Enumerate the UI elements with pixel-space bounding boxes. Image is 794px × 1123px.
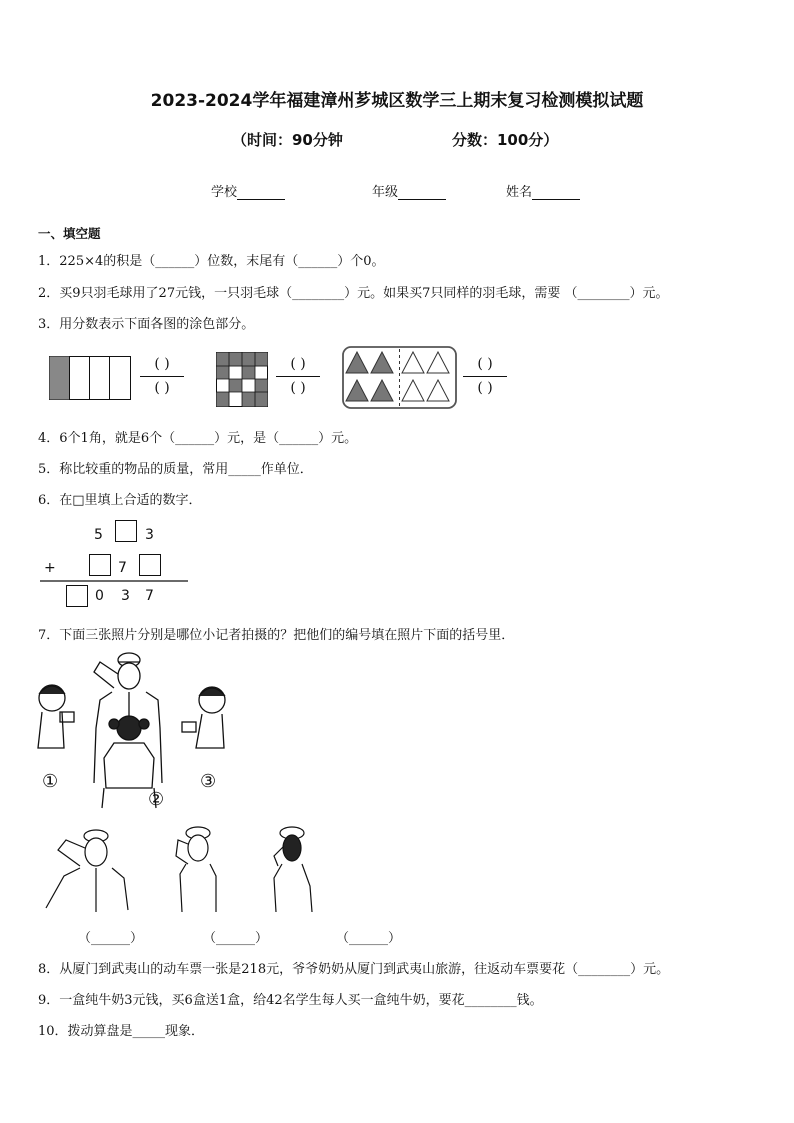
reporter-label-1: ① (42, 771, 59, 792)
question-3: 3．用分数表示下面各图的涂色部分。 (38, 317, 255, 332)
exam-time: （时间：90分钟 (232, 131, 343, 149)
photo-3-side-view (266, 826, 316, 912)
question-4: 4．6个1角，就是6个（______）元，是（______）元。 (38, 431, 358, 446)
question-5: 5．称比较重的物品的质量，常用_____作单位． (38, 462, 313, 477)
numerator-blank: ( ) (154, 356, 170, 372)
name-label: 姓名 (506, 185, 533, 200)
numerator-blank: ( ) (477, 356, 493, 372)
exam-score: 分数：100分） (452, 131, 559, 149)
fraction-blank-1[interactable] (140, 355, 184, 398)
photo-2-answer-blank[interactable]: （______） (203, 931, 269, 946)
denominator-blank: ( ) (290, 380, 306, 396)
grade-blank[interactable] (398, 187, 446, 200)
school-label: 学校 (211, 185, 238, 200)
photo-1-answer-blank[interactable]: （______） (78, 931, 144, 946)
question-8: 8．从厦门到武夷山的动车票一张是218元，爷爷奶奶从厦门到武夷山旅游，往返动车票要花（________）元。 (38, 962, 670, 977)
school-field (211, 181, 285, 200)
fraction-blank-2[interactable] (276, 355, 320, 398)
fraction-figure-rectangle (49, 356, 131, 400)
fraction-blank-3[interactable] (463, 355, 507, 398)
addend2-box-hundreds[interactable] (89, 554, 111, 576)
sum-digit-hundreds: 0 (95, 588, 104, 604)
grade-field (372, 181, 446, 200)
sum-line (40, 580, 188, 582)
question-7: 7．下面三张照片分别是哪位小记者拍摄的？把他们的编号填在照片下面的括号里． (38, 628, 515, 643)
addend1-digit-ones: 3 (145, 527, 154, 543)
name-field (506, 181, 580, 200)
question-2: 2．买9只羽毛球用了27元钱，一只羽毛球（________）元。如果买7只同样的羽毛球，需要 （________）元。 (38, 286, 669, 301)
question-9: 9．一盒纯牛奶3元钱，买6盒送1盒，给42名学生每人买一盒纯牛奶，要花________钱。 (38, 993, 543, 1008)
sum-digit-tens: 3 (121, 588, 130, 604)
photo-1-front-view (44, 828, 130, 912)
denominator-blank: ( ) (154, 380, 170, 396)
addend2-digit-tens: 7 (118, 560, 127, 576)
photo-2-angle-view (168, 826, 228, 912)
plus-sign: + (44, 560, 56, 576)
sum-digit-ones: 7 (145, 588, 154, 604)
numerator-blank: ( ) (290, 356, 306, 372)
fraction-figure-grid (216, 352, 268, 407)
grade-label: 年级 (372, 185, 399, 200)
addend1-digit-hundreds: 5 (94, 527, 103, 543)
fraction-figure-triangles (342, 346, 458, 410)
reporter-label-2: ② (148, 789, 165, 810)
name-blank[interactable] (532, 187, 580, 200)
reporter-label-3: ③ (200, 771, 217, 792)
question-6: 6．在□里填上合适的数字． (38, 493, 202, 508)
question-10: 10．拨动算盘是_____现象． (38, 1024, 205, 1039)
sum-box-thousands[interactable] (66, 585, 88, 607)
photo-3-answer-blank[interactable]: （______） (336, 931, 402, 946)
school-blank[interactable] (237, 187, 285, 200)
page-title: 2023-2024学年福建漳州芗城区数学三上期末复习检测模拟试题 (150, 91, 644, 111)
addend2-box-ones[interactable] (139, 554, 161, 576)
addend1-box-tens[interactable] (115, 520, 137, 542)
question-1: 1．225×4的积是（______）位数，末尾有（______）个0。 (38, 254, 385, 269)
section-heading: 一、填空题 (38, 226, 101, 241)
denominator-blank: ( ) (477, 380, 493, 396)
